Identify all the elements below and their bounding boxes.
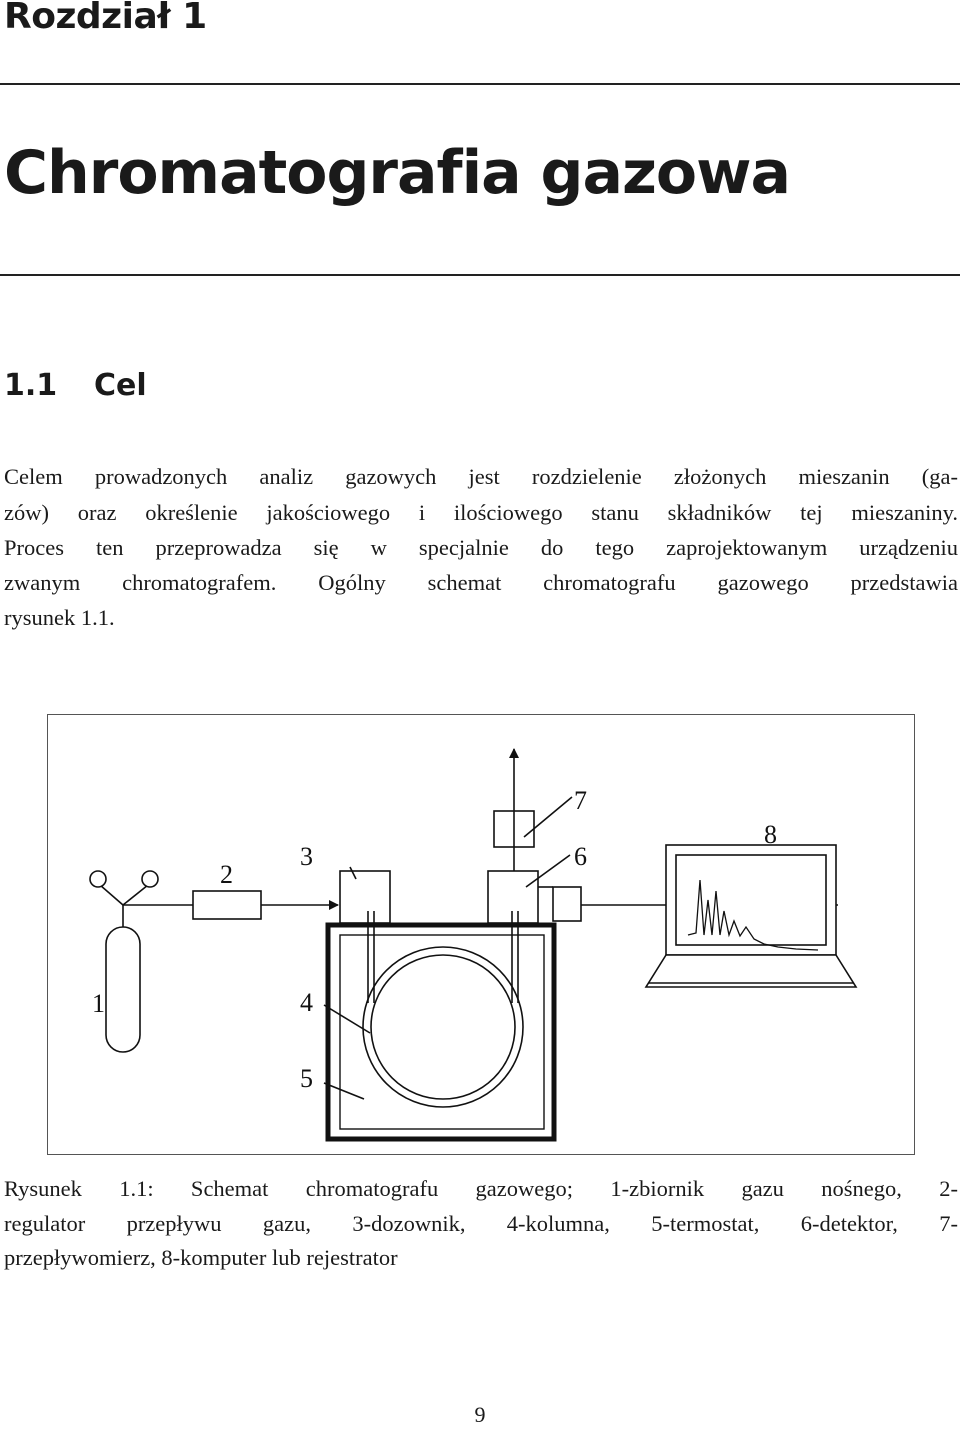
label-2: 2 — [220, 860, 233, 889]
flow-regulator — [193, 891, 261, 919]
caption-line: przepływomierz, 8-komputer lub rejestrator — [4, 1245, 398, 1270]
injector — [340, 871, 390, 923]
label-4: 4 — [300, 988, 313, 1017]
section-number: 1.1 — [4, 368, 58, 403]
section-title: Cel — [94, 368, 147, 403]
figure-chromatograph-schematic — [47, 714, 915, 1155]
top-rule — [0, 83, 960, 85]
label-8: 8 — [764, 820, 777, 849]
chapter-title: Chromatografia gazowa — [4, 138, 791, 208]
computer — [646, 845, 856, 987]
paragraph-line: Celem prowadzonych analiz gazowych jest rozdzielenie złożonych mieszanin (ga- — [4, 464, 958, 489]
paragraph-line: Proces ten przeprowadza się w specjalnie do tego zaprojektowanym urządzeniu — [4, 535, 958, 560]
label-5: 5 — [300, 1064, 313, 1093]
label-3: 3 — [300, 842, 313, 871]
paragraph-text: rysunek — [4, 605, 81, 630]
title-rule — [0, 274, 960, 276]
paragraph-last-line — [4, 603, 958, 633]
caption-line: Rysunek 1.1: Schemat chromatografu gazowego; 1-zbiornik gazu nośnego, 2- — [4, 1176, 958, 1201]
section-heading — [4, 368, 147, 403]
gas-cylinder — [90, 871, 158, 1052]
paragraph-line: zów) oraz określenie jakościowego i ilościowego stanu składników tej mieszaniny. — [4, 500, 958, 525]
chapter-label: Rozdział 1 — [4, 0, 207, 37]
detector — [488, 871, 538, 923]
label-1: 1 — [92, 989, 105, 1018]
label-7: 7 — [574, 786, 587, 815]
caption-line: regulator przepływu gazu, 3-dozownik, 4-kolumna, 5-termostat, 6-detektor, 7- — [4, 1211, 958, 1236]
figure-reference-link[interactable]: 1.1 — [80, 605, 109, 630]
page-number: 9 — [474, 1402, 486, 1427]
paragraph-text: . — [109, 605, 115, 630]
label-6: 6 — [574, 842, 587, 871]
schematic-drawing — [48, 715, 914, 1154]
paragraph-line: zwanym chromatografem. Ogólny schemat chromatografu gazowego przedstawia — [4, 570, 958, 595]
